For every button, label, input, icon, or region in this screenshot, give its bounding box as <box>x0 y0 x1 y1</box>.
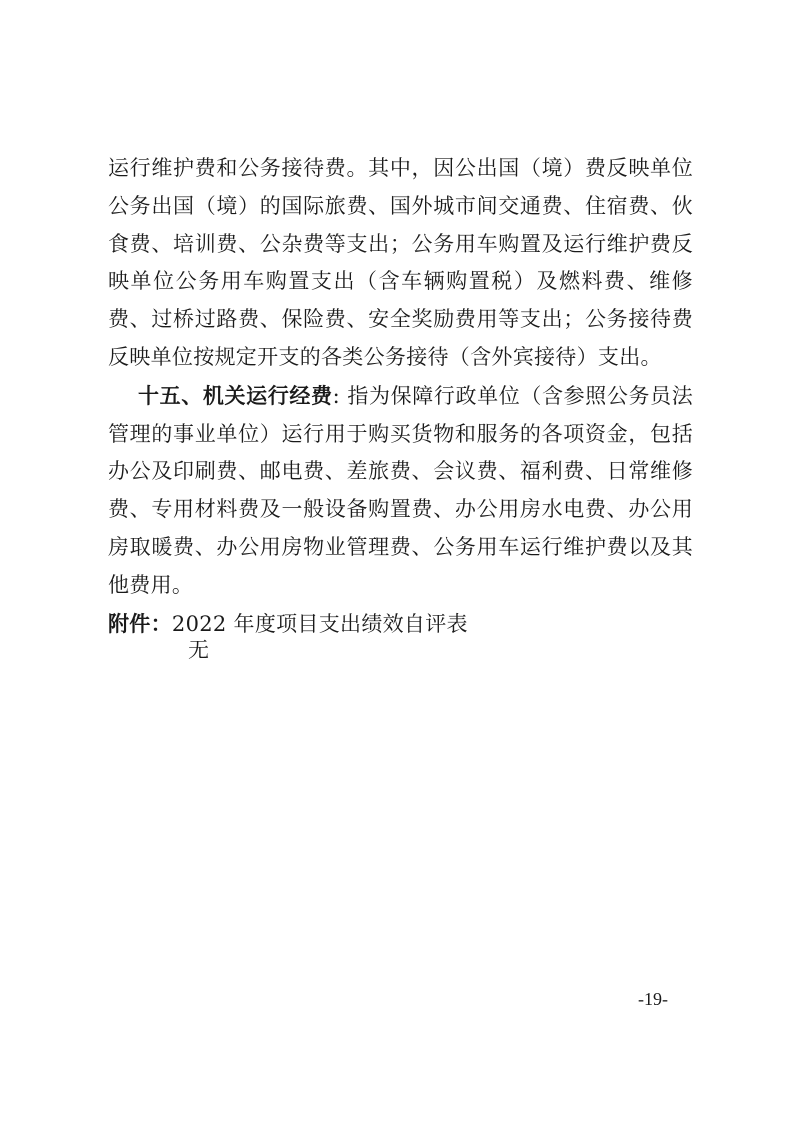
section-15-paragraph <box>108 377 693 605</box>
section-15-heading: 十五、机关运行经费 <box>138 382 333 408</box>
paragraph-expense-description: 运行维护费和公务接待费。其中，因公出国（境）费反映单位公务出国（境）的国际旅费、国外城市间交通费、住宿费、伙食费、培训费、公杂费等支出；公务用车购置及运行维护费反映单位公务用车购置支出（含车辆购置税）及燃料费、维修费、过桥过路费、保险费、安全奖励费用等支出；公务接待费反映单位按规定开支的各类公务接待（含外宾接待）支出。 <box>108 156 693 369</box>
attachment-title: 2022 年度项目支出绩效自评表 <box>171 611 468 636</box>
attachment-content: 无 <box>188 638 209 662</box>
body-text <box>108 150 693 643</box>
attachment-label: 附件： <box>108 610 172 636</box>
section-15-text: : 指为保障行政单位（含参照公务员法管理的事业单位）运行用于购买货物和服务的各项资金，包括办公及印刷费、邮电费、差旅费、会议费、福利费、日常维修费、专用材料费及一般设备购置费、办公用房水电费、办公用房取暖费、办公用房物业管理费、公务用车运行维护费以及其他费用。 <box>108 383 693 597</box>
page-number: -19- <box>638 989 668 1009</box>
